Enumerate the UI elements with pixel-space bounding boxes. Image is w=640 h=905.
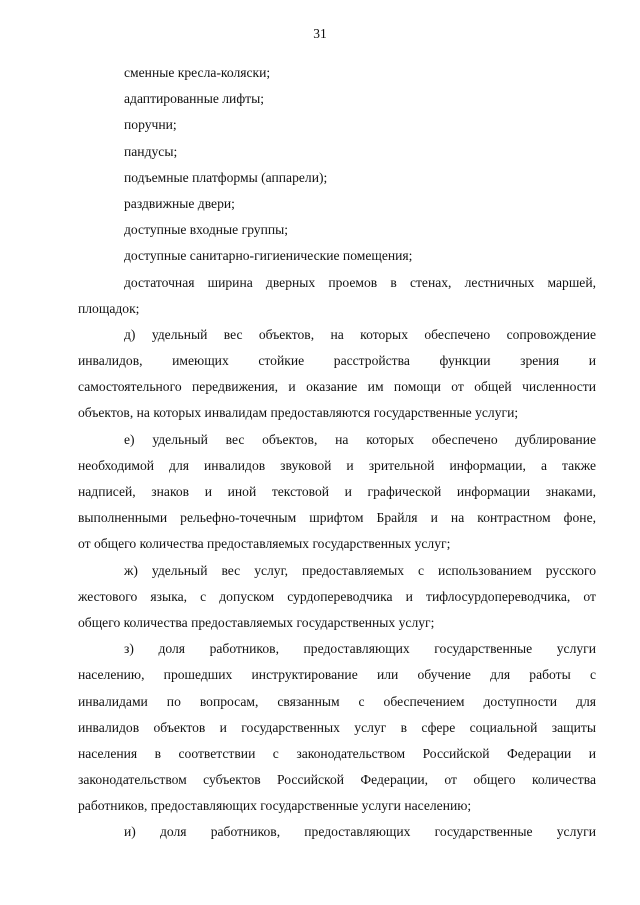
- text-line: е) удельный вес объектов, на которых обеспечено дублирование: [124, 431, 596, 447]
- text-line: раздвижные двери;: [124, 195, 235, 211]
- text-line: объектов, на которых инвалидам предоставляются государственные услуги;: [78, 405, 519, 421]
- text-line: от общего количества предоставляемых государственных услуг;: [78, 536, 451, 552]
- text-line: выполненными рельефно-точечным шрифтом Брайля и на контрастном фоне,: [78, 510, 596, 526]
- text-line: самостоятельного передвижения, и оказание им помощи от общей численности: [78, 379, 596, 395]
- text-line: общего количества предоставляемых государственных услуг;: [78, 614, 435, 630]
- text-line: законодательством субъектов Российской Федерации, от общего количества: [78, 772, 596, 788]
- text-line: работников, предоставляющих государственные услуги населению;: [78, 798, 472, 814]
- text-line: площадок;: [78, 300, 140, 316]
- text-line: жестового языка, с допуском сурдопереводчика и тифлосурдопереводчика, от: [78, 588, 596, 604]
- text-line: и) доля работников, предоставляющих государственные услуги: [124, 824, 596, 840]
- text-line: пандусы;: [124, 143, 178, 159]
- text-line: достаточная ширина дверных проемов в стенах, лестничных маршей,: [124, 274, 596, 290]
- text-line: инвалидами по вопросам, связанным с обеспечением доступности для: [78, 693, 596, 709]
- text-line: населению, прошедших инструктирование или обучение для работы с: [78, 667, 596, 683]
- text-line: д) удельный вес объектов, на которых обеспечено сопровождение: [124, 326, 596, 342]
- text-line: надписей, знаков и иной текстовой и графической информации знаками,: [78, 484, 596, 499]
- text-line: ж) удельный вес услуг, предоставляемых с использованием русского: [124, 562, 596, 578]
- text-line: з) доля работников, предоставляющих государственные услуги: [124, 641, 596, 657]
- text-line: необходимой для инвалидов звуковой и зрительной информации, а также: [78, 457, 596, 473]
- document-body: [78, 60, 596, 846]
- text-line: поручни;: [124, 117, 177, 133]
- text-line: инвалидов объектов и государственных услуг в сфере социальной защиты: [78, 719, 596, 735]
- text-line: доступные санитарно-гигиенические помещения;: [124, 248, 413, 264]
- text-line: подъемные платформы (аппарели);: [124, 169, 328, 185]
- text-line: сменные кресла-коляски;: [124, 65, 271, 80]
- text-line: инвалидов, имеющих стойкие расстройства функции зрения и: [78, 353, 596, 369]
- page-number: 31: [313, 26, 327, 41]
- text-line: населения в соответствии с законодательством Российской Федерации и: [78, 745, 596, 761]
- text-line: доступные входные группы;: [124, 222, 289, 238]
- text-line: адаптированные лифты;: [124, 91, 264, 107]
